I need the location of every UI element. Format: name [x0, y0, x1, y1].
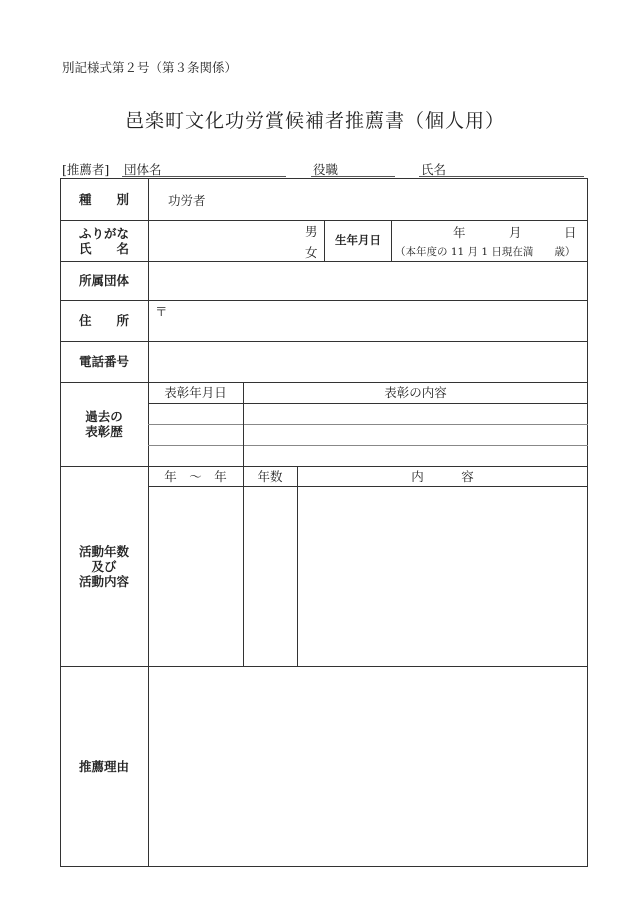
affiliation-label: 所属団体 — [78, 273, 129, 288]
group-name-field[interactable] — [122, 176, 286, 177]
activity-column-divider — [243, 466, 244, 666]
phone-label: 電話番号 — [78, 354, 129, 369]
age-note: （本年度の 11 月 1 日現在満 歳） — [395, 246, 576, 258]
recommender-label: [推薦者] — [62, 162, 110, 177]
birth-month-unit: 月 — [509, 225, 522, 240]
form-number: 別記様式第２号（第３条関係） — [62, 60, 238, 75]
awards-label-line1: 過去の — [85, 409, 123, 424]
furigana-label: ふりがな — [78, 225, 129, 241]
reason-field[interactable] — [149, 667, 587, 866]
position-field[interactable] — [311, 176, 395, 177]
name-label: 氏名 — [421, 162, 447, 177]
full-name-label: 氏 名 — [78, 240, 129, 256]
activity-label-line2: 及び — [91, 558, 117, 574]
activity-column-divider — [297, 466, 298, 666]
awards-label — [60, 382, 148, 466]
male-option[interactable]: 男 — [305, 224, 318, 239]
postal-mark: 〒 — [155, 304, 168, 319]
group-name-label: 団体名 — [124, 162, 162, 177]
activity-label-line3: 活動内容 — [78, 573, 129, 589]
awards-row-line — [148, 445, 588, 446]
address-label: 住 所 — [78, 313, 129, 328]
name-field[interactable] — [149, 221, 299, 260]
awards-date-header: 表彰年月日 — [164, 385, 227, 400]
phone-field[interactable] — [149, 342, 587, 381]
reason-label: 推薦理由 — [78, 759, 129, 774]
address-field[interactable] — [170, 301, 587, 340]
awards-row-line — [148, 424, 588, 425]
activity-label-line1: 活動年数 — [78, 543, 129, 559]
activity-content-header: 内 容 — [411, 468, 474, 484]
page-title: 邑楽町文化功労賞候補者推薦書（個人用） — [124, 110, 505, 132]
position-label: 役職 — [313, 162, 339, 177]
birth-divider — [391, 220, 392, 261]
awards-label-line2: 表彰歴 — [85, 424, 123, 439]
birth-date-label: 生年月日 — [335, 232, 381, 247]
recommender-name-field[interactable] — [419, 176, 584, 177]
female-option[interactable]: 女 — [305, 245, 318, 260]
activity-label — [60, 466, 148, 666]
type-value: 功労者 — [168, 193, 206, 208]
awards-content-header: 表彰の内容 — [384, 385, 447, 400]
activity-period-header: 年 〜 年 — [164, 468, 227, 484]
birth-year-unit: 年 — [453, 225, 466, 240]
birth-day-unit: 日 — [564, 225, 577, 240]
activity-years-header: 年数 — [257, 468, 283, 484]
name-cell-label — [60, 220, 148, 261]
activity-header-line — [148, 486, 588, 487]
affiliation-field[interactable] — [149, 262, 587, 299]
type-label: 種 別 — [78, 191, 129, 207]
awards-header-line — [148, 403, 588, 404]
